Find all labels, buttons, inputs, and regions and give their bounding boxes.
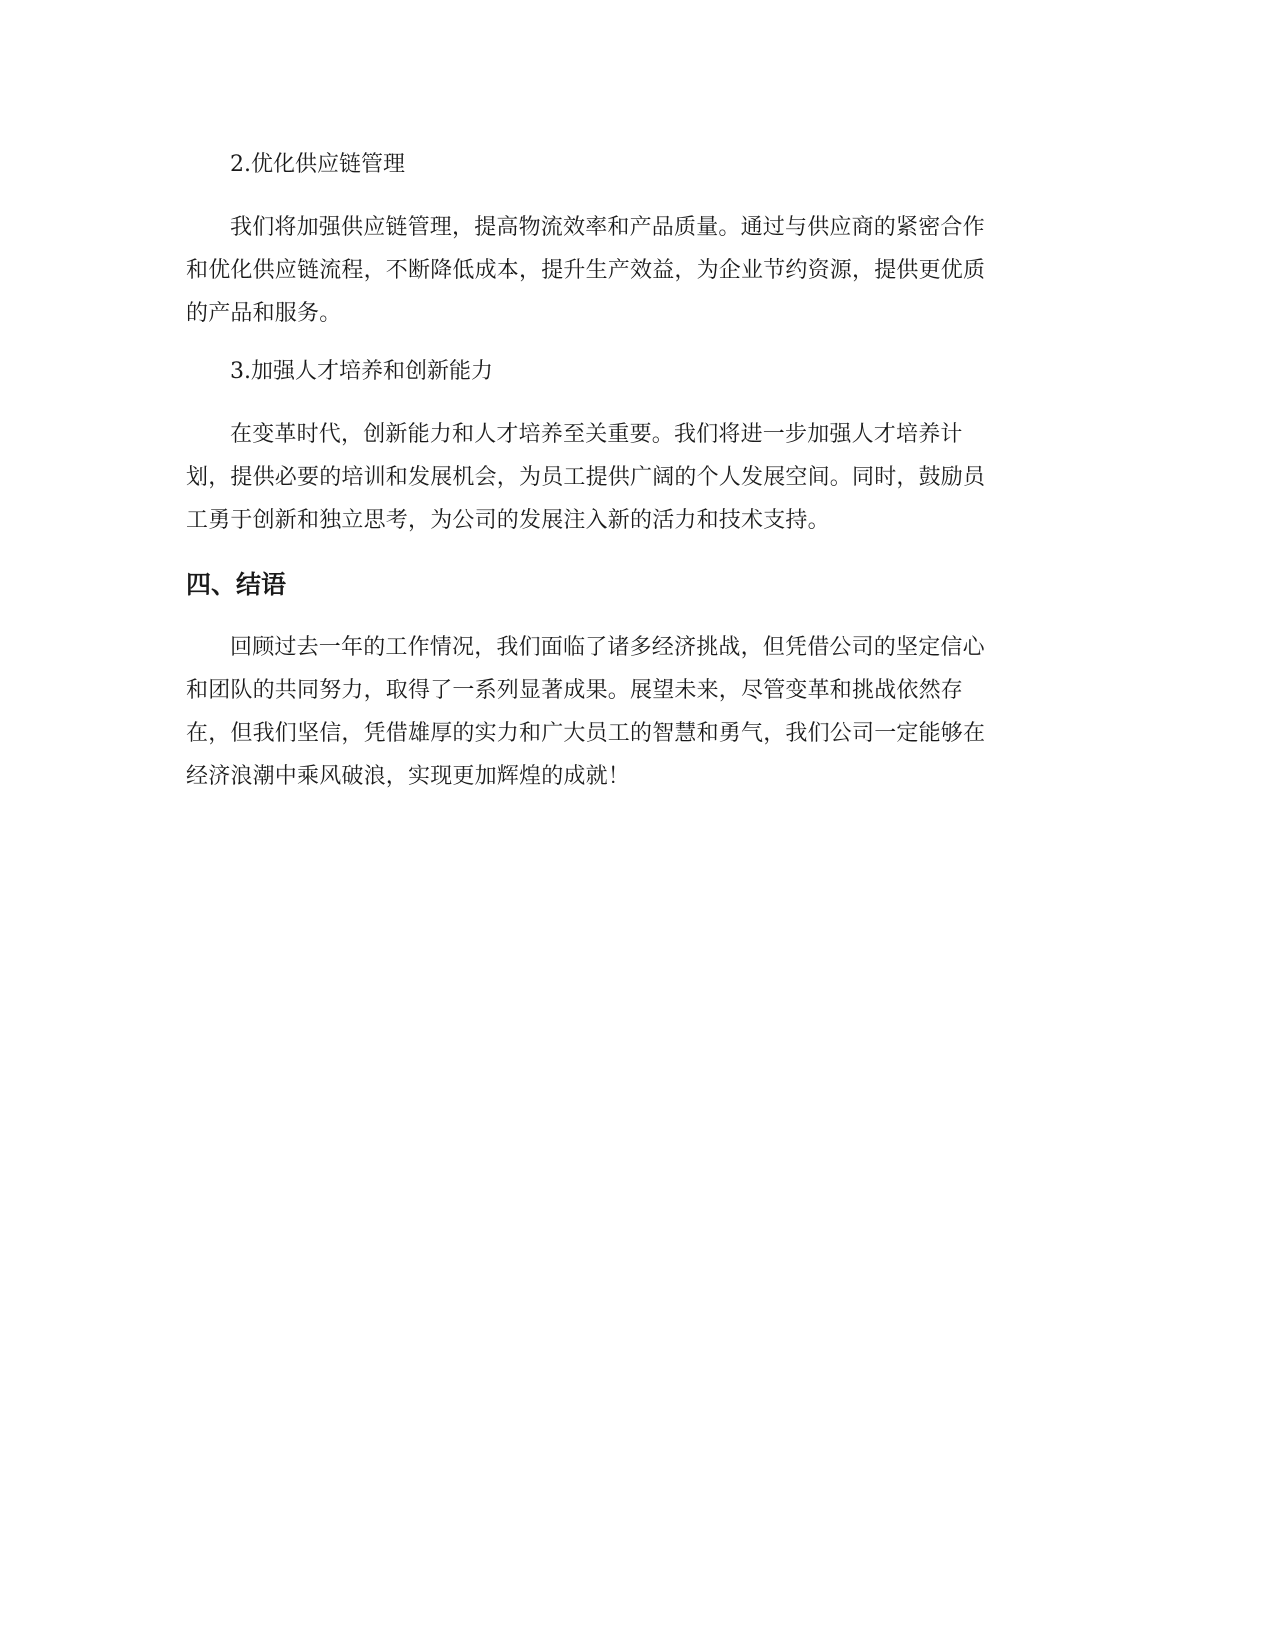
paragraph-line: 在，但我们坚信，凭借雄厚的实力和广大员工的智慧和勇气，我们公司一定能够在 xyxy=(186,721,986,746)
paragraph-line: 和团队的共同努力，取得了一系列显著成果。展望未来，尽管变革和挑战依然存 xyxy=(186,678,964,703)
paragraph-line: 划，提供必要的培训和发展机会，为员工提供广阔的个人发展空间。同时，鼓励员 xyxy=(186,465,986,490)
paragraph-line: 工勇于创新和独立思考，为公司的发展注入新的活力和技术支持。 xyxy=(186,508,830,533)
paragraph-line: 的产品和服务。 xyxy=(186,301,342,326)
paragraph-conclusion xyxy=(186,626,1086,798)
document-body xyxy=(186,145,1086,798)
paragraph-line: 和优化供应链流程，不断降低成本，提升生产效益，为企业节约资源，提供更优质 xyxy=(186,258,986,283)
paragraph-line: 我们将加强供应链管理，提高物流效率和产品质量。通过与供应商的紧密合作 xyxy=(230,215,985,240)
paragraph-line: 在变革时代，创新能力和人才培养至关重要。我们将进一步加强人才培养计 xyxy=(230,422,963,447)
paragraph-line: 经济浪潮中乘风破浪，实现更加辉煌的成就！ xyxy=(186,764,631,789)
subheading-supply-chain: 2.优化供应链管理 xyxy=(230,152,405,177)
paragraph-talent xyxy=(186,413,1086,542)
paragraph-supply-chain xyxy=(186,206,1086,335)
paragraph-line: 回顾过去一年的工作情况，我们面临了诸多经济挑战，但凭借公司的坚定信心 xyxy=(230,635,985,660)
section-heading-conclusion: 四、结语 xyxy=(186,570,287,599)
subheading-talent: 3.加强人才培养和创新能力 xyxy=(230,359,493,384)
